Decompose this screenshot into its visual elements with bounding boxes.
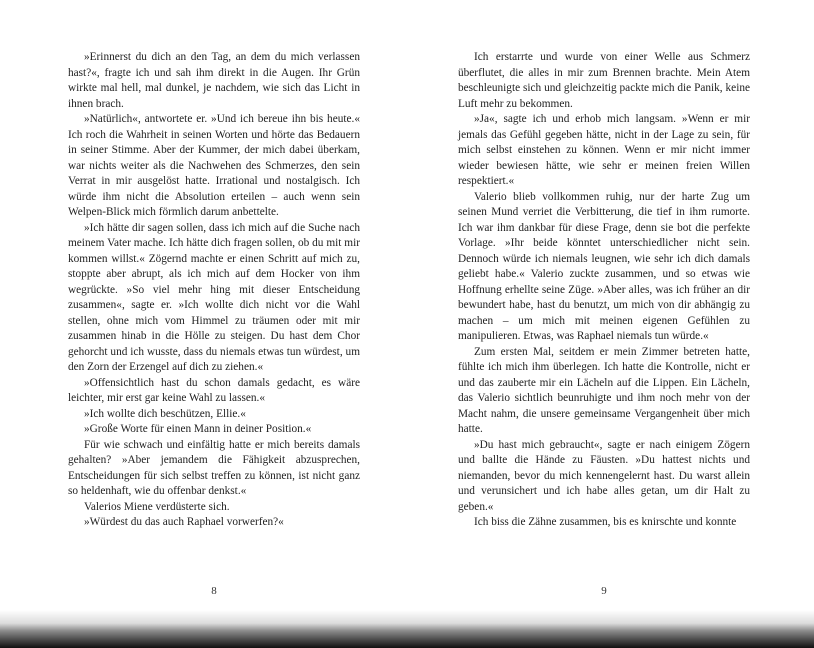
paragraph: Ich biss die Zähne zusammen, bis es knirschte und konnte (474, 516, 737, 528)
paragraph: Valerio blieb vollkommen ruhig, nur der harte Zug um seinen Mund verriet die Verbitterung, die tief in ihm rumorte. Ich war ihm dankbar für diese Frage, denn sie bot die perfekte Vorlage. »Ihr beide könntet unterschiedlicher nicht sein. Dennoch würde ich niemals leugnen, wie sehr ich dich damals geliebt habe.« Valerio zuckte zusammen, und so etwas wie Hoffnung erhellte seine Züge. »Aber alles, was ich früher an dir bewundert habe, hast du benutzt, um mich von dir abhängig zu machen – um mich mit meinen eigenen Gefühlen zu manipulieren. Etwas, was Raphael niemals tun würde.« (458, 190, 750, 342)
paragraph: »Würdest du das auch Raphael vorwerfen?« (84, 516, 284, 528)
paragraph: »Du hast mich gebraucht«, sagte er nach einigem Zögern und ballte die Hände zu Fäusten. »Du hattest nichts und niemanden, bevor du mich kennengelernt hast. Du warst allein und verunsichert und ich habe alles getan, um dir Halt zu geben.« (458, 438, 750, 513)
paragraph: Ich erstarrte und wurde von einer Welle aus Schmerz überflutet, die alles in mir zum Brennen brachte. Mein Atem beschleunigte sich und gleichzeitig packte mich die Panik, keine Luft mehr zu bekommen. (458, 51, 750, 110)
right-page-text-column (458, 50, 750, 531)
paragraph: Valerios Miene verdüsterte sich. (84, 500, 230, 513)
left-page-text-column (68, 50, 360, 531)
page-bottom-shadow (0, 610, 814, 648)
paragraph: »Ich wollte dich beschützen, Ellie.« (84, 407, 246, 420)
paragraph: »Erinnerst du dich an den Tag, an dem du mich verlassen hast?«, fragte ich und sah ihm direkt in die Augen. Ihr Grün wirkte mal hell, mal dunkel, je nachdem, wie sich das Licht in ihnen brach. (68, 51, 360, 110)
paragraph: »Große Worte für einen Mann in deiner Position.« (84, 423, 312, 435)
paragraph: »Ja«, sagte ich und erhob mich langsam. »Wenn er mir jemals das Gefühl gegeben hätte, nicht in der Lage zu sein, für mich selbst einstehen zu können. Wenn er mir nicht immer wieder bewiesen hätte, wie sehr er meinen freien Willen respektiert.« (458, 113, 750, 187)
paragraph: Zum ersten Mal, seitdem er mein Zimmer betreten hatte, fühlte ich mich ihm überlegen. Ich hatte die Kontrolle, nicht er und das zauberte mir ein Lächeln auf die Lippen. Ein Lächeln, das Valerio sichtlich beunruhigte und ihm noch mehr von der Macht nahm, die unsere gemeinsame Vergangenheit über mich hatte. (458, 345, 750, 435)
paragraph: Für wie schwach und einfältig hatte er mich bereits damals gehalten? »Aber jemandem die Fähigkeit abzusprechen, Entscheidungen für sich selbst treffen zu können, ist nicht ganz so heldenhaft, wie du offenbar denkst.« (68, 438, 360, 497)
paragraph: »Ich hätte dir sagen sollen, dass ich mich auf die Suche nach meinem Vater mache. Ich hätte dich fragen sollen, ob du mit mir kommen willst.« Zögernd machte er einen Schritt auf mich zu, stoppte aber abrupt, als ich mich auf dem Hocker von ihm wegrückte. »So viel mehr hing mit dieser Entscheidung zusammen«, sagte er. »Ich wollte dich nicht vor die Wahl stellen, ohne mich vom Himmel zu träumen oder mit mir zusammen hinab in die Hölle zu steigen. Du hast dem Chor gehorcht und ich wusste, dass du niemals etwas tun würdest, um den Zorn der Erzengel auf dich zu ziehen.« (68, 221, 360, 373)
page-number-left: 8 (211, 585, 217, 597)
paragraph: »Offensichtlich hast du schon damals gedacht, es wäre leichter, mir erst gar keine Wahl zu lassen.« (68, 376, 360, 404)
paragraph: »Natürlich«, antwortete er. »Und ich bereue ihn bis heute.« Ich roch die Wahrheit in seinen Worten und hörte das Bedauern in seiner Stimme. Aber der Kummer, der mich dabei überkam, war nichts weiter als die Nachwehen des Schmerzes, den sein Verrat in mir ausgelöst hatte. Irrational und nostalgisch. Ich würde ihm nicht die Absolution erteilen – auch wenn sein Welpen-Blick mich förmlich darum anbettelte. (68, 113, 360, 218)
page-number-right: 9 (601, 585, 607, 597)
